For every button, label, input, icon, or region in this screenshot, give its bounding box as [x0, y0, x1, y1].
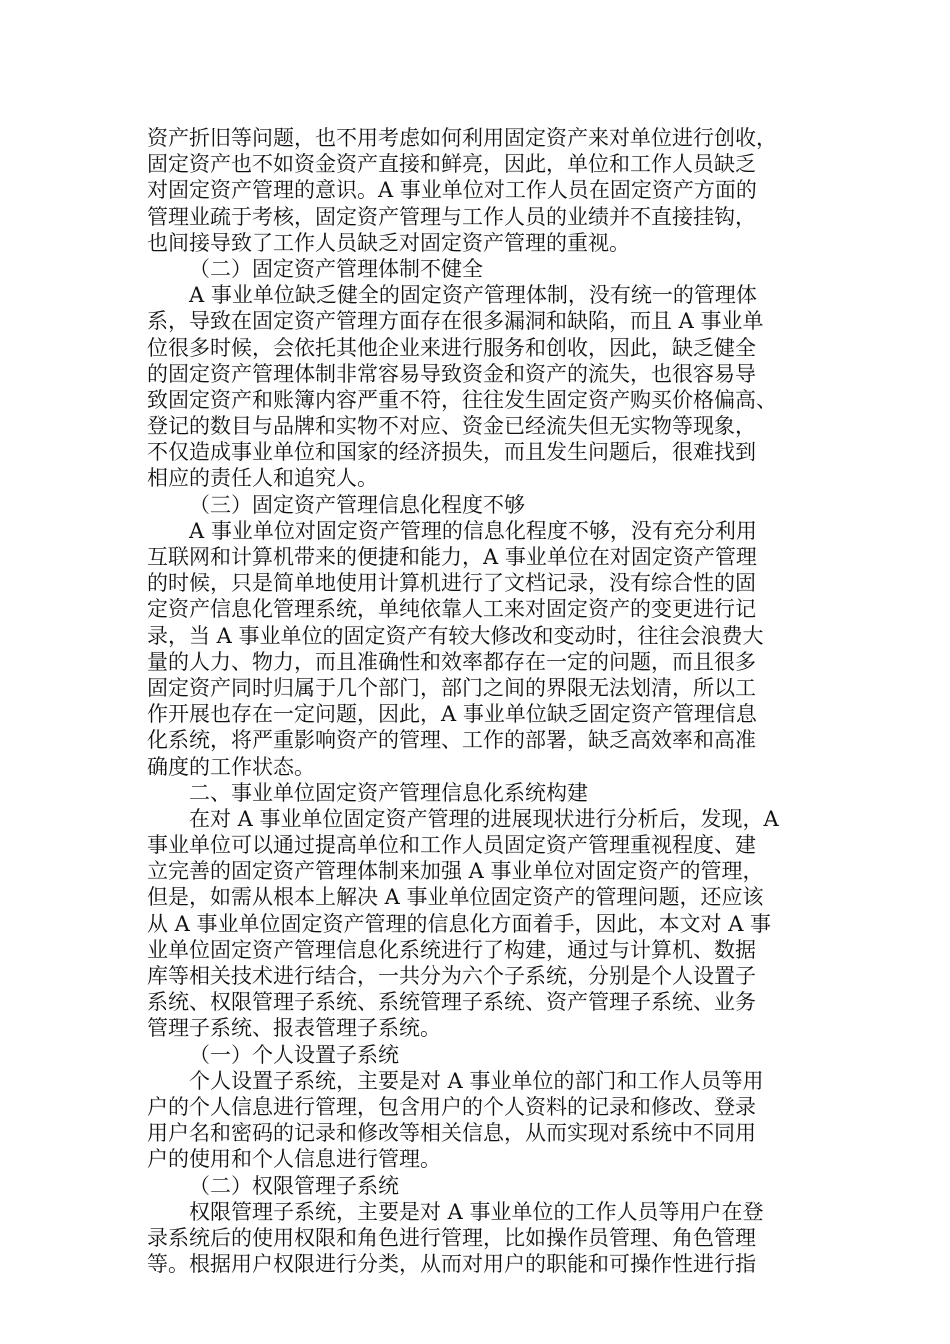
text-line: 库等相关技术进行结合，一共分为六个子系统，分别是个人设置子 — [147, 964, 756, 988]
text-line: 业单位固定资产管理信息化系统进行了构建，通过与计算机、数据 — [147, 937, 756, 962]
text-line: 但是，如需从根本上解决 A 事业单位固定资产的管理问题，还应该 — [147, 885, 764, 910]
text-line: 登记的数目与品牌和实物不对应、资金已经流失但无实物等现象， — [147, 414, 756, 439]
text-line: 资产折旧等问题，也不用考虑如何利用固定资产来对单位进行创收， — [147, 126, 777, 150]
section-heading: （一）个人设置子系统 — [189, 1042, 399, 1067]
text-line: A 事业单位缺乏健全的固定资产管理体制，没有统一的管理体 — [189, 283, 757, 308]
text-line: 确度的工作状态。 — [147, 754, 315, 779]
text-line: 录系统后的使用权限和角色进行管理，比如操作员管理、角色管理 — [147, 1225, 756, 1250]
text-line: 互联网和计算机带来的便捷和能力，A 事业单位在对固定资产管理 — [147, 545, 757, 569]
text-line: 系统、权限管理子系统、系统管理子系统、资产管理子系统、业务 — [147, 990, 756, 1015]
text-line: 管理子系统、报表管理子系统。 — [147, 1016, 441, 1041]
text-line: 不仅造成事业单位和国家的经济损失，而且发生问题后，很难找到 — [147, 440, 756, 465]
section-heading: （二）权限管理子系统 — [189, 1173, 399, 1198]
text-line: 也间接导致了工作人员缺乏对固定资产管理的重视。 — [147, 230, 630, 255]
text-line: 立完善的固定资产管理体制来加强 A 事业单位对固定资产的管理， — [147, 859, 764, 884]
text-line: 等。根据用户权限进行分类，从而对用户的职能和可操作性进行指 — [147, 1252, 756, 1277]
text-line: 录，当 A 事业单位的固定资产有较大修改和变动时，往往会浪费大 — [147, 623, 764, 648]
section-heading: （二）固定资产管理体制不健全 — [189, 256, 483, 281]
section-heading: （三）固定资产管理信息化程度不够 — [189, 492, 525, 517]
text-line: 户的个人信息进行管理，包含用户的个人资料的记录和修改、登录 — [147, 1094, 756, 1119]
text-line: 位很多时候，会依托其他企业来进行服务和创收，因此，缺乏健全 — [147, 335, 756, 360]
document-page — [147, 125, 807, 1277]
text-line: 权限管理子系统，主要是对 A 事业单位的工作人员等用户在登 — [189, 1199, 764, 1224]
text-line: A 事业单位对固定资产管理的信息化程度不够，没有充分利用 — [189, 518, 757, 543]
text-line: 固定资产也不如资金资产直接和鲜亮，因此，单位和工作人员缺乏 — [147, 152, 756, 177]
text-line: 致固定资产和账簿内容严重不符，往往发生固定资产购买价格偏高、 — [147, 387, 777, 412]
text-line: 个人设置子系统，主要是对 A 事业单位的部门和工作人员等用 — [189, 1068, 764, 1093]
text-line: 的时候，只是简单地使用计算机进行了文档记录，没有综合性的固 — [147, 571, 756, 596]
text-line: 量的人力、物力，而且准确性和效率都存在一定的问题，而且很多 — [147, 649, 756, 674]
text-line: 系，导致在固定资产管理方面存在很多漏洞和缺陷，而且 A 事业单 — [147, 309, 764, 334]
text-line: 管理业疏于考核，固定资产管理与工作人员的业绩并不直接挂钩， — [147, 204, 756, 229]
text-line: 定资产信息化管理系统，单纯依靠人工来对固定资产的变更进行记 — [147, 597, 756, 622]
text-line: 在对 A 事业单位固定资产管理的进展现状进行分析后，发现，A — [189, 806, 779, 831]
text-line: 用户名和密码的记录和修改等相关信息，从而实现对系统中不同用 — [147, 1121, 756, 1146]
text-line: 固定资产同时归属于几个部门，部门之间的界限无法划清，所以工 — [147, 675, 756, 700]
text-line: 的固定资产管理体制非常容易导致资金和资产的流失，也很容易导 — [147, 361, 756, 386]
text-line: 化系统，将严重影响资产的管理、工作的部署，缺乏高效率和高准 — [147, 728, 756, 753]
text-line: 相应的责任人和追究人。 — [147, 466, 378, 491]
text-line: 作开展也存在一定问题，因此，A 事业单位缺乏固定资产管理信息 — [147, 702, 757, 727]
text-line: 从 A 事业单位固定资产管理的信息化方面着手，因此，本文对 A 事 — [147, 911, 772, 936]
section-heading: 二、事业单位固定资产管理信息化系统构建 — [189, 780, 588, 805]
text-line: 户的使用和个人信息进行管理。 — [147, 1147, 441, 1172]
text-line: 对固定资产管理的意识。A 事业单位对工作人员在固定资产方面的 — [147, 178, 757, 203]
text-line: 事业单位可以通过提高单位和工作人员固定资产管理重视程度、建 — [147, 833, 756, 858]
